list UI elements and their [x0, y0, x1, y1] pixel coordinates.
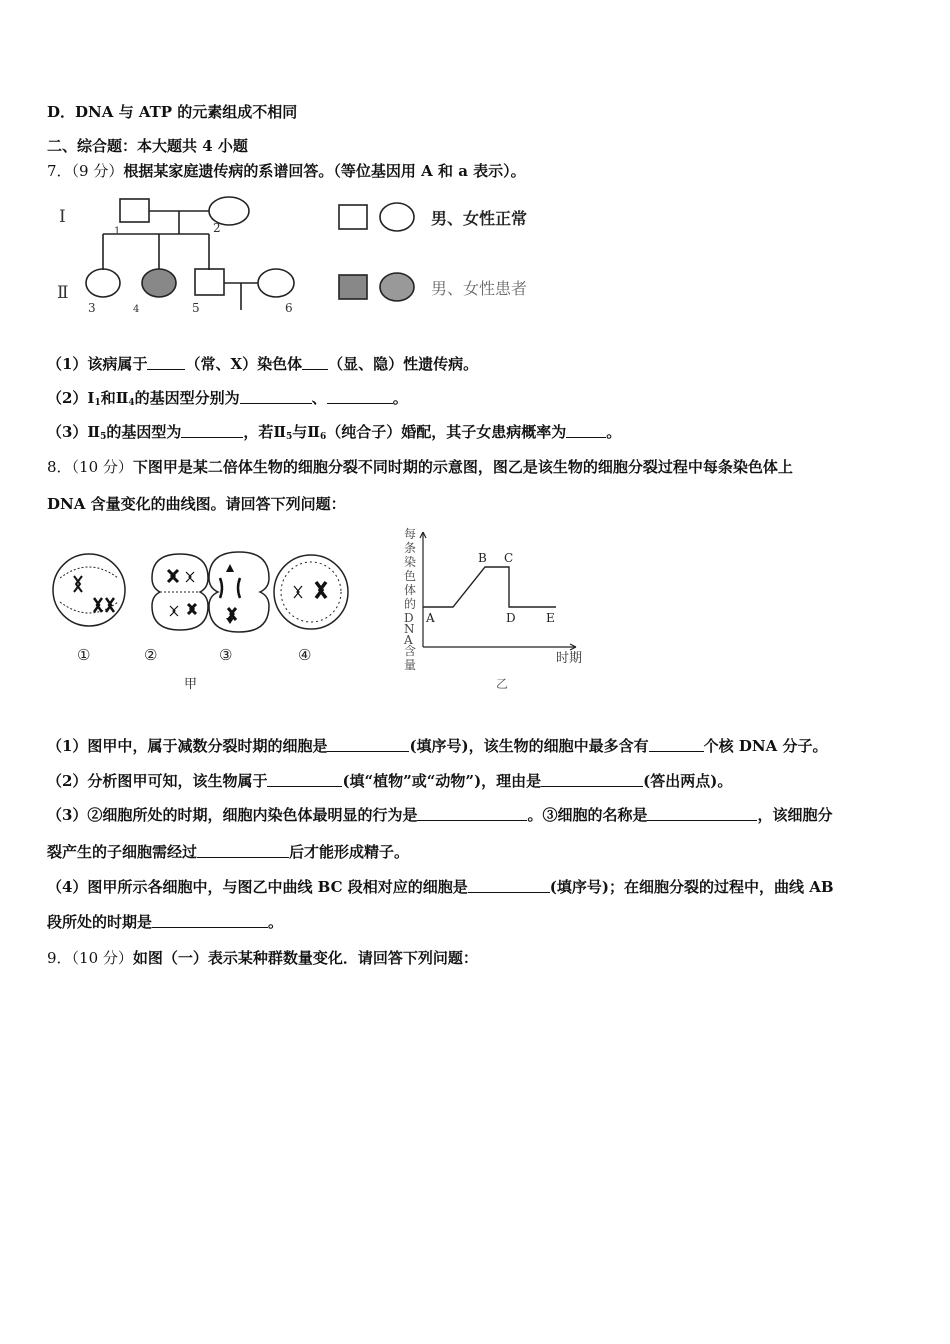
point-label-d: D	[506, 611, 516, 625]
answer-blank[interactable]	[181, 423, 243, 438]
legend-affected-female	[380, 273, 414, 301]
dna-content-line	[423, 567, 556, 607]
pedigree-male-1	[120, 199, 149, 222]
q8-part4: （4）图甲所示各细胞中，与图乙中曲线 BC 段相对应的细胞是 (填序号)；在细胞分裂的过程中，曲线 AB	[47, 878, 834, 896]
cell-label-2: ②	[144, 646, 158, 664]
q8-part2: （2）分析图甲可知，该生物属于 (填“植物”或“动物”)，理由是 (答出两点)。	[47, 772, 733, 790]
q8-part4-cont: 段所处的时期是 。	[47, 913, 284, 931]
q8-part3-cont: 裂产生的子细胞需经过 后才能形成精子。	[47, 843, 410, 861]
answer-blank[interactable]	[468, 878, 550, 893]
answer-blank[interactable]	[267, 772, 342, 787]
q9-stem: 9．（10 分）如图（一）表示某种群数量变化．请回答下列问题：	[47, 949, 478, 967]
q9-number: 9．（10 分）	[47, 949, 133, 967]
answer-blank[interactable]	[302, 355, 328, 370]
pedigree-male-5	[195, 269, 224, 295]
q7-part3: $(3)Ⅱ_5$的基因型为 ，若$Ⅱ_5$与$Ⅱ_6$（纯合子）婚配，其子女患病概率为 。	[47, 423, 622, 442]
svg-text:3: 3	[88, 301, 96, 315]
gen-label-1: Ⅰ	[59, 207, 66, 227]
svg-text:5: 5	[192, 301, 200, 315]
answer-blank[interactable]	[147, 355, 185, 370]
answer-blank[interactable]	[417, 806, 527, 821]
fig-jia-caption: 甲	[184, 677, 198, 692]
pedigree-chart	[47, 188, 567, 323]
cell-1	[53, 554, 125, 626]
cell-label-4: ④	[298, 646, 312, 664]
legend-normal-male	[339, 205, 367, 229]
legend-affected-label: 男、女性患者	[431, 279, 528, 298]
fig-yi-caption: 乙	[496, 677, 509, 691]
svg-text:6: 6	[285, 301, 293, 315]
cell-label-3: ③	[219, 646, 233, 664]
q8-part1: （1）图甲中，属于减数分裂时期的细胞是 (填序号)，该生物的细胞中最多含有 个核 DNA 分子。	[47, 737, 828, 755]
svg-text:1: 1	[114, 226, 121, 237]
pedigree-female-4-affected	[142, 269, 176, 297]
answer-blank[interactable]	[327, 737, 409, 752]
point-label-a: A	[426, 611, 435, 625]
q7-number: 7．（9 分）	[47, 162, 124, 180]
answer-blank[interactable]	[197, 843, 289, 858]
pedigree-female-3	[86, 269, 120, 297]
q8-part3: （3）②细胞所处的时期，细胞内染色体最明显的行为是 。③细胞的名称是 ，该细胞分	[47, 806, 833, 824]
answer-blank[interactable]	[327, 389, 393, 404]
legend-normal-label: 男、女性正常	[431, 209, 528, 228]
answer-blank[interactable]	[541, 772, 643, 787]
section-title: 二、综合题：本大题共 4 小题	[47, 137, 248, 155]
option-d-label: D．	[47, 103, 76, 121]
answer-blank[interactable]	[649, 737, 704, 752]
point-label-b: B	[478, 551, 487, 565]
pedigree-female-6	[258, 269, 294, 297]
figure-yi-chart	[396, 522, 596, 692]
q7-part2: $(2)Ⅰ_1$和$Ⅱ_4$的基因型分别为 、 。	[47, 389, 408, 408]
figure-jia-cells	[44, 548, 354, 696]
q7-part1: （1）该病属于 （常、X）染色体 （显、隐）性遗传病。	[47, 355, 479, 373]
answer-blank[interactable]	[240, 389, 312, 404]
q8-number: 8．（10 分）	[47, 458, 133, 476]
cell-label-1: ①	[77, 646, 91, 664]
answer-blank[interactable]	[566, 423, 606, 438]
legend-normal-female	[380, 203, 414, 231]
svg-text:2: 2	[213, 221, 221, 235]
gen-label-2: Ⅱ	[57, 283, 69, 303]
point-label-c: C	[504, 551, 514, 565]
legend-affected-male	[339, 275, 367, 299]
point-label-e: E	[546, 611, 555, 625]
svg-text:4: 4	[133, 304, 140, 315]
cell-4	[274, 555, 348, 629]
q8-stem-line1: 8．（10 分）下图甲是某二倍体生物的细胞分裂不同时期的示意图，图乙是该生物的细胞分裂过程中每条染色体上	[47, 458, 793, 476]
option-d-text: DNA 与 ATP 的元素组成不相同	[75, 103, 298, 121]
option-d	[47, 102, 297, 122]
y-axis-label: 每条染色体的 D N A 含量	[404, 527, 417, 672]
q7-stem: 7．（9 分）根据某家庭遗传病的系谱回答。（等位基因用 A 和 a 表示）。	[47, 162, 526, 180]
answer-blank[interactable]	[647, 806, 757, 821]
answer-blank[interactable]	[152, 913, 268, 928]
q8-stem-line2: DNA 含量变化的曲线图。请回答下列问题：	[47, 495, 346, 513]
x-axis-label: 时期	[556, 651, 583, 666]
